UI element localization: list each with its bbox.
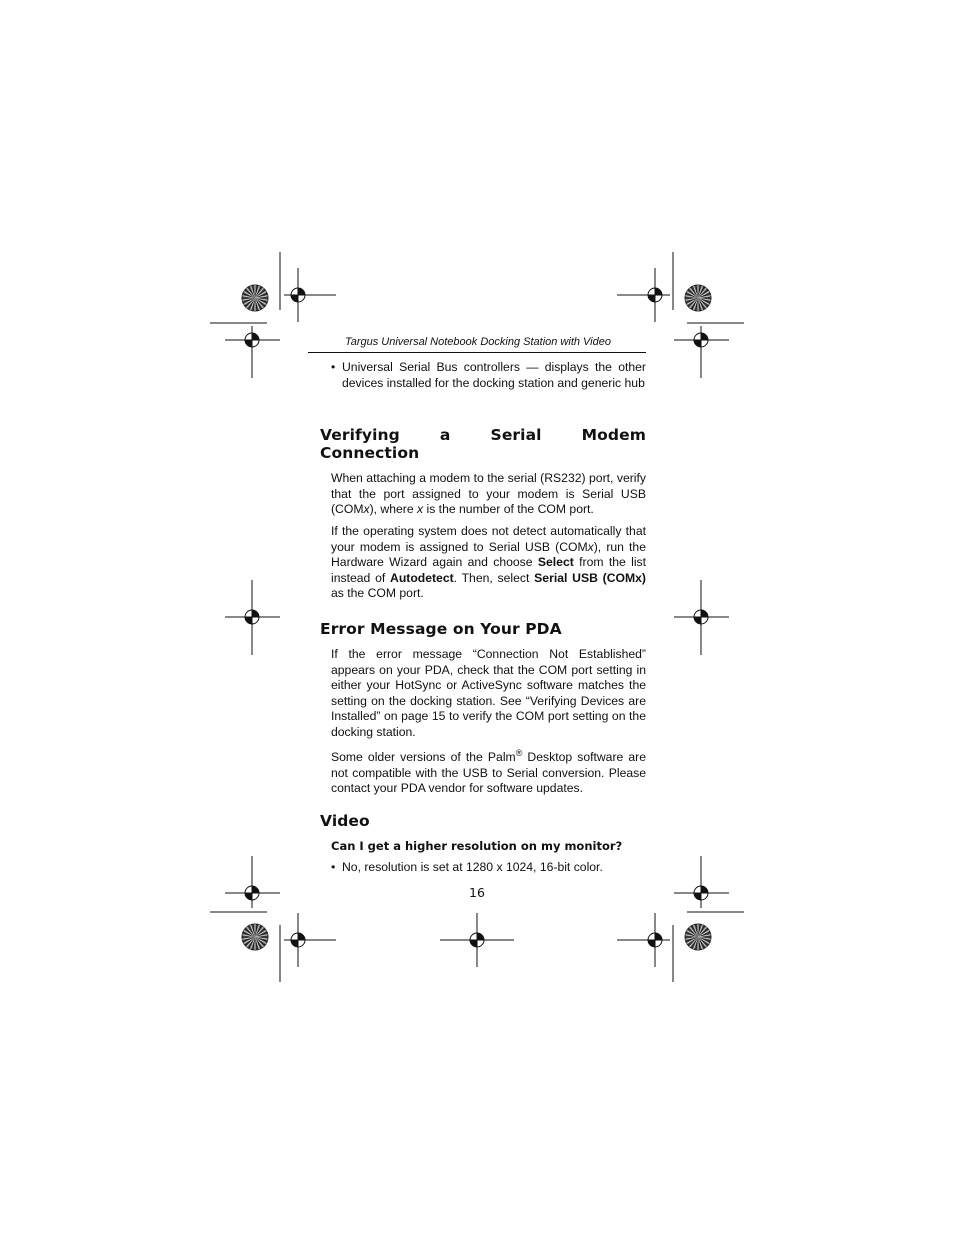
list-item-text: Universal Serial Bus controllers — displays the other devices installed for the docking station and generic hub <box>342 360 646 390</box>
heading-line: Connection <box>320 444 420 462</box>
text-run: Some older versions of the Palm <box>331 750 516 765</box>
text-run: If the operating system does not detect automatically that your modem is assigned to Serial USB (COM <box>331 524 646 554</box>
text-run-bold: Autodetect <box>390 570 454 585</box>
text-run: Desktop software are not compatible with the USB to Serial conversion. Please contact your PDA vendor for software updates. <box>331 750 647 796</box>
text-run-italic: x <box>363 502 370 517</box>
text-run: as the COM port. <box>331 586 424 601</box>
heading-line: Verifying a Serial Modem <box>320 426 646 444</box>
faq-question: Can I get a higher resolution on my monitor? <box>331 839 623 853</box>
text-run-italic: x <box>417 502 424 517</box>
paragraph-text: If the error message “Connection Not Established” appears on your PDA, check that the COM port setting in either your HotSync or ActiveSync software matches the setting on the docking station. See “Verifying Devices are Installed” on page 15 to verify the COM port setting on the docking station. <box>331 647 646 739</box>
text-run: is the number of the COM port. <box>423 502 594 517</box>
text-run-italic: x <box>587 539 594 554</box>
paragraph-serial-2 <box>331 524 646 602</box>
text-run-bold: Select <box>537 555 574 570</box>
running-header: Targus Universal Notebook Docking Station with Video <box>345 336 611 348</box>
paragraph-serial-1 <box>331 471 646 518</box>
text-run-bold: Serial USB (COMx) <box>534 570 646 585</box>
text-run: ), run the Hardware Wizard again and choose <box>331 539 646 570</box>
bullet-marker: • <box>331 360 336 374</box>
text-run: . Then, select <box>453 570 535 585</box>
heading-verifying-serial-modem <box>320 426 646 462</box>
faq-answer <box>331 860 646 876</box>
list-item-usb-controllers <box>331 360 646 391</box>
text-run: ), where <box>369 502 418 517</box>
heading-error-message-pda: Error Message on Your PDA <box>320 620 562 638</box>
paragraph-pda-2 <box>331 746 646 797</box>
text-run: When attaching a modem to the serial (RS232) port, verify that the port assigned to your modem is Serial USB (COM <box>331 471 646 517</box>
header-rule <box>308 352 646 353</box>
paragraph-pda-1 <box>331 647 646 741</box>
bullet-marker: • <box>331 860 336 874</box>
page-number: 16 <box>469 885 485 900</box>
heading-video: Video <box>320 812 370 830</box>
text-run: from the list instead of <box>331 555 647 585</box>
registered-mark: ® <box>515 748 523 758</box>
list-item-text: No, resolution is set at 1280 x 1024, 16-bit color. <box>342 860 603 874</box>
